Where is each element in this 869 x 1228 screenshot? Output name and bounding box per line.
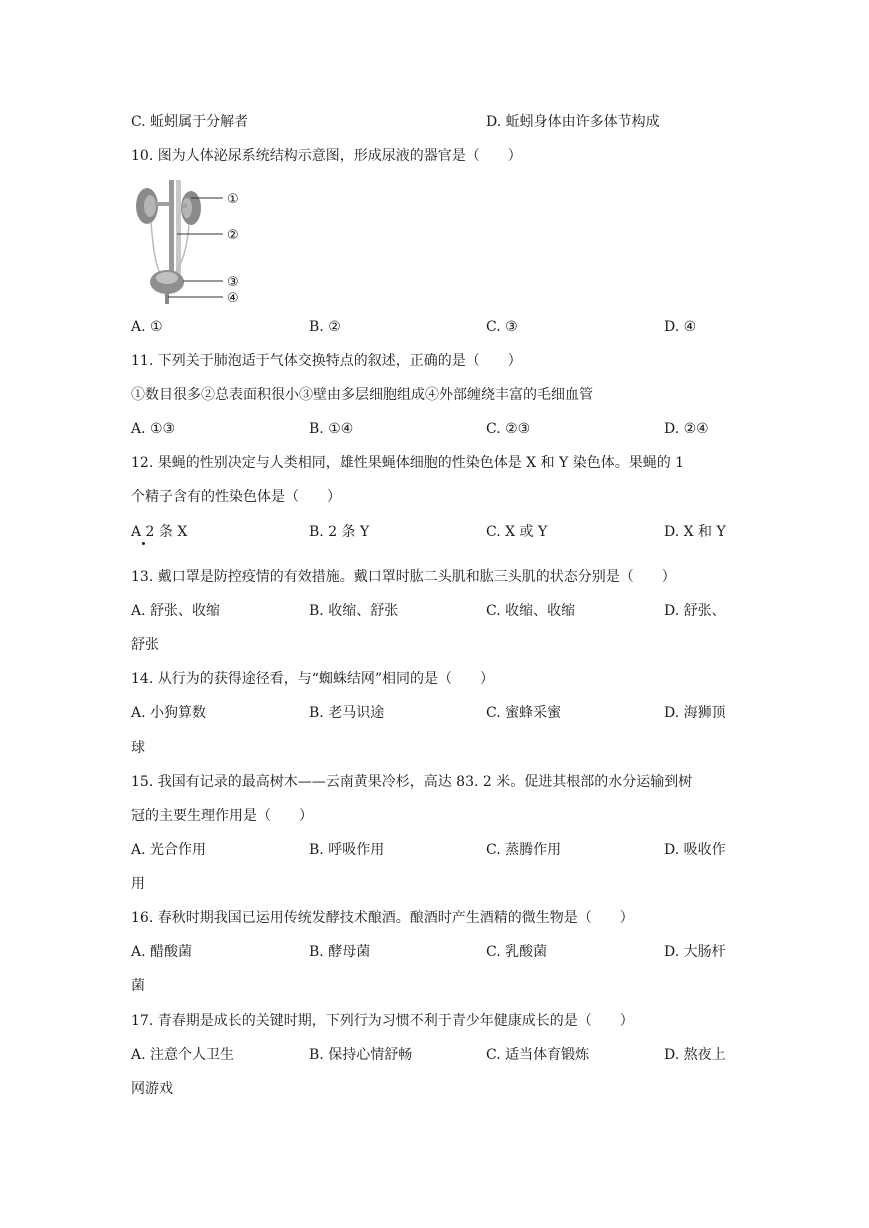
q14-option-d: D. 海狮顶 xyxy=(664,705,726,721)
q11-stem: 11. 下列关于肺泡适于气体交换特点的叙述，正确的是（ ） xyxy=(131,353,522,369)
q12-option-c: C. X 或 Y xyxy=(486,524,548,540)
stray-dot xyxy=(142,542,145,545)
q16-option-b: B. 酵母菌 xyxy=(309,944,371,960)
q17-option-b: B. 保持心情舒畅 xyxy=(309,1047,413,1063)
q17-option-d: D. 熬夜上 xyxy=(664,1047,726,1063)
q17-option-c: C. 适当体育锻炼 xyxy=(486,1047,590,1063)
q14-option-c: C. 蜜蜂采蜜 xyxy=(486,705,562,721)
q10-option-a: A. ① xyxy=(131,319,163,335)
q16-option-d: D. 大肠杆 xyxy=(664,944,726,960)
q14-stem: 14. 从行为的获得途径看，与“蜘蛛结网”相同的是（ ） xyxy=(131,671,495,687)
q12-stem-line2: 个精子含有的性染色体是（ ） xyxy=(131,489,341,505)
q17-option-d-wrap: 网游戏 xyxy=(131,1081,173,1097)
q9-option-d: D. 蚯蚓身体由许多体节构成 xyxy=(486,114,660,130)
q10-option-c: C. ③ xyxy=(486,319,518,335)
q11-option-b: B. ①④ xyxy=(309,421,354,437)
q15-option-d-wrap: 用 xyxy=(131,876,145,892)
q13-option-d-wrap: 舒张 xyxy=(131,637,159,653)
q11-statements: ①数目很多②总表面积很小③壁由多层细胞组成④外部缠绕丰富的毛细血管 xyxy=(131,387,593,403)
q13-option-c: C. 收缩、收缩 xyxy=(486,603,576,619)
q15-stem-line2: 冠的主要生理作用是（ ） xyxy=(131,808,313,824)
q14-option-d-wrap: 球 xyxy=(131,740,145,756)
q10-option-d: D. ④ xyxy=(664,319,697,335)
q12-option-d: D. X 和 Y xyxy=(664,524,726,540)
q17-option-a: A. 注意个人卫生 xyxy=(131,1047,235,1063)
q15-option-b: B. 呼吸作用 xyxy=(309,842,385,858)
q11-option-c: C. ②③ xyxy=(486,421,531,437)
q15-option-a: A. 光合作用 xyxy=(131,842,207,858)
urinary-system-figure xyxy=(131,178,251,306)
q14-option-b: B. 老马识途 xyxy=(309,705,385,721)
q12-option-b: B. 2 条 Y xyxy=(309,524,370,540)
q17-stem: 17. 青春期是成长的关键时期，下列行为习惯不利于青少年健康成长的是（ ） xyxy=(131,1013,634,1029)
q13-option-d: D. 舒张、 xyxy=(664,603,726,619)
figure-label-2: ② xyxy=(227,228,239,243)
q10-stem: 10. 图为人体泌尿系统结构示意图，形成尿液的器官是（ ） xyxy=(131,148,522,164)
q11-option-a: A. ①③ xyxy=(131,421,176,437)
q15-option-d: D. 吸收作 xyxy=(664,842,726,858)
q12-stem-line1: 12. 果蝇的性别决定与人类相同，雄性果蝇体细胞的性染色体是 X 和 Y 染色体。果蝇的 1 xyxy=(131,455,685,471)
q15-option-c: C. 蒸腾作用 xyxy=(486,842,562,858)
q16-option-a: A. 醋酸菌 xyxy=(131,944,193,960)
q14-option-a: A. 小狗算数 xyxy=(131,705,207,721)
figure-label-1: ① xyxy=(227,192,239,207)
q13-stem: 13. 戴口罩是防控疫情的有效措施。戴口罩时肱二头肌和肱三头肌的状态分别是（ ） xyxy=(131,569,676,585)
figure-label-4: ④ xyxy=(227,291,239,306)
q12-option-a: A 2 条 X xyxy=(131,524,188,540)
q9-option-c: C. 蚯蚓属于分解者 xyxy=(131,114,249,130)
q11-option-d: D. ②④ xyxy=(664,421,709,437)
figure-label-3: ③ xyxy=(227,275,239,290)
q16-stem: 16. 春秋时期我国已运用传统发酵技术酿酒。酿酒时产生酒精的微生物是（ ） xyxy=(131,910,634,926)
q10-option-b: B. ② xyxy=(309,319,341,335)
q15-stem-line1: 15. 我国有记录的最高树木——云南黄果冷杉，高达 83. 2 米。促进其根部的水分运输到树 xyxy=(131,774,693,790)
q16-option-d-wrap: 菌 xyxy=(131,978,145,994)
q16-option-c: C. 乳酸菌 xyxy=(486,944,548,960)
q13-option-b: B. 收缩、舒张 xyxy=(309,603,399,619)
q13-option-a: A. 舒张、收缩 xyxy=(131,603,221,619)
